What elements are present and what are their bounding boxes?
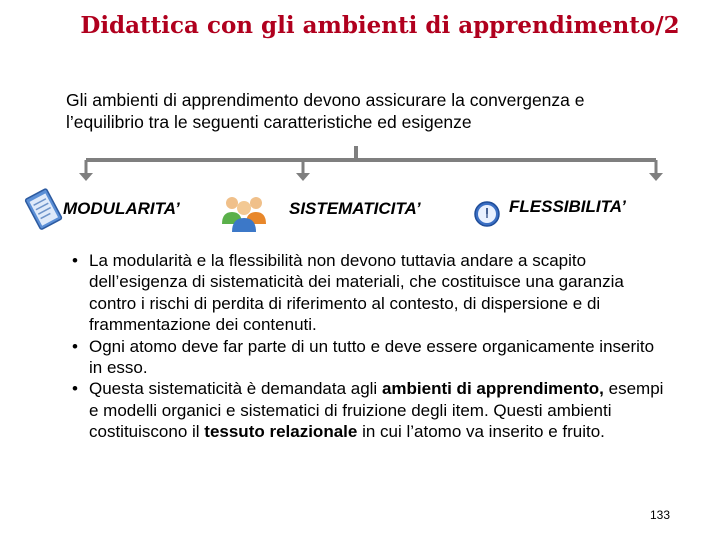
people-icon [219,188,269,234]
bullet-1-text: La modularità e la flessibilità non devono tuttavia andare a scapito dell’esigenza di sistematicità dei materiali, che costituisce una garanzia contro i rischi di perdita di riferimento al contesto, di dispersione e di frammentazione dei contenuti. [89,251,624,335]
notepad-icon [24,188,64,232]
bullet-2-text: Ogni atomo deve far parte di un tutto e deve essere organicamente inserito in esso. [89,336,655,378]
bullet-3-bold-ambienti: ambienti di apprendimento, [381,379,604,399]
intro-text [66,89,686,133]
bullet-item-1 [72,250,672,336]
connector-middle-arrow [296,173,310,181]
bullet-3-text-b: esempi e modelli organici e sistematici di fruizione degli item. Questi ambienti costituiscono il [89,379,664,442]
category-flessibilita: FLESSIBILITA’ [509,197,626,216]
bullet-3-text-c: in cui l’atomo va inserito e fruito. [357,422,605,442]
connector-left-arrow [79,173,93,181]
category-sistematicita: SISTEMATICITA’ [289,199,421,218]
bullet-list [72,250,672,443]
intro-line-2: l’equilibrio tra le seguenti caratteristiche ed esigenze [66,112,472,132]
bullet-3-text-a: Questa sistematicità è demandata agli [89,379,382,399]
category-modularita: MODULARITA’ [63,199,180,218]
intro-line-1: Gli ambienti di apprendimento devono assicurare la convergenza e [66,90,585,110]
bullet-item-3 [72,378,672,442]
bullet-3-bold-tessuto: tessuto relazionale [204,422,358,442]
connector-right-arrow [649,173,663,181]
bullet-item-2 [72,336,672,379]
page-number: 133 [650,508,671,522]
slide-title: Didattica con gli ambienti di apprendimento/2 [80,12,680,39]
clock-icon [473,200,501,228]
